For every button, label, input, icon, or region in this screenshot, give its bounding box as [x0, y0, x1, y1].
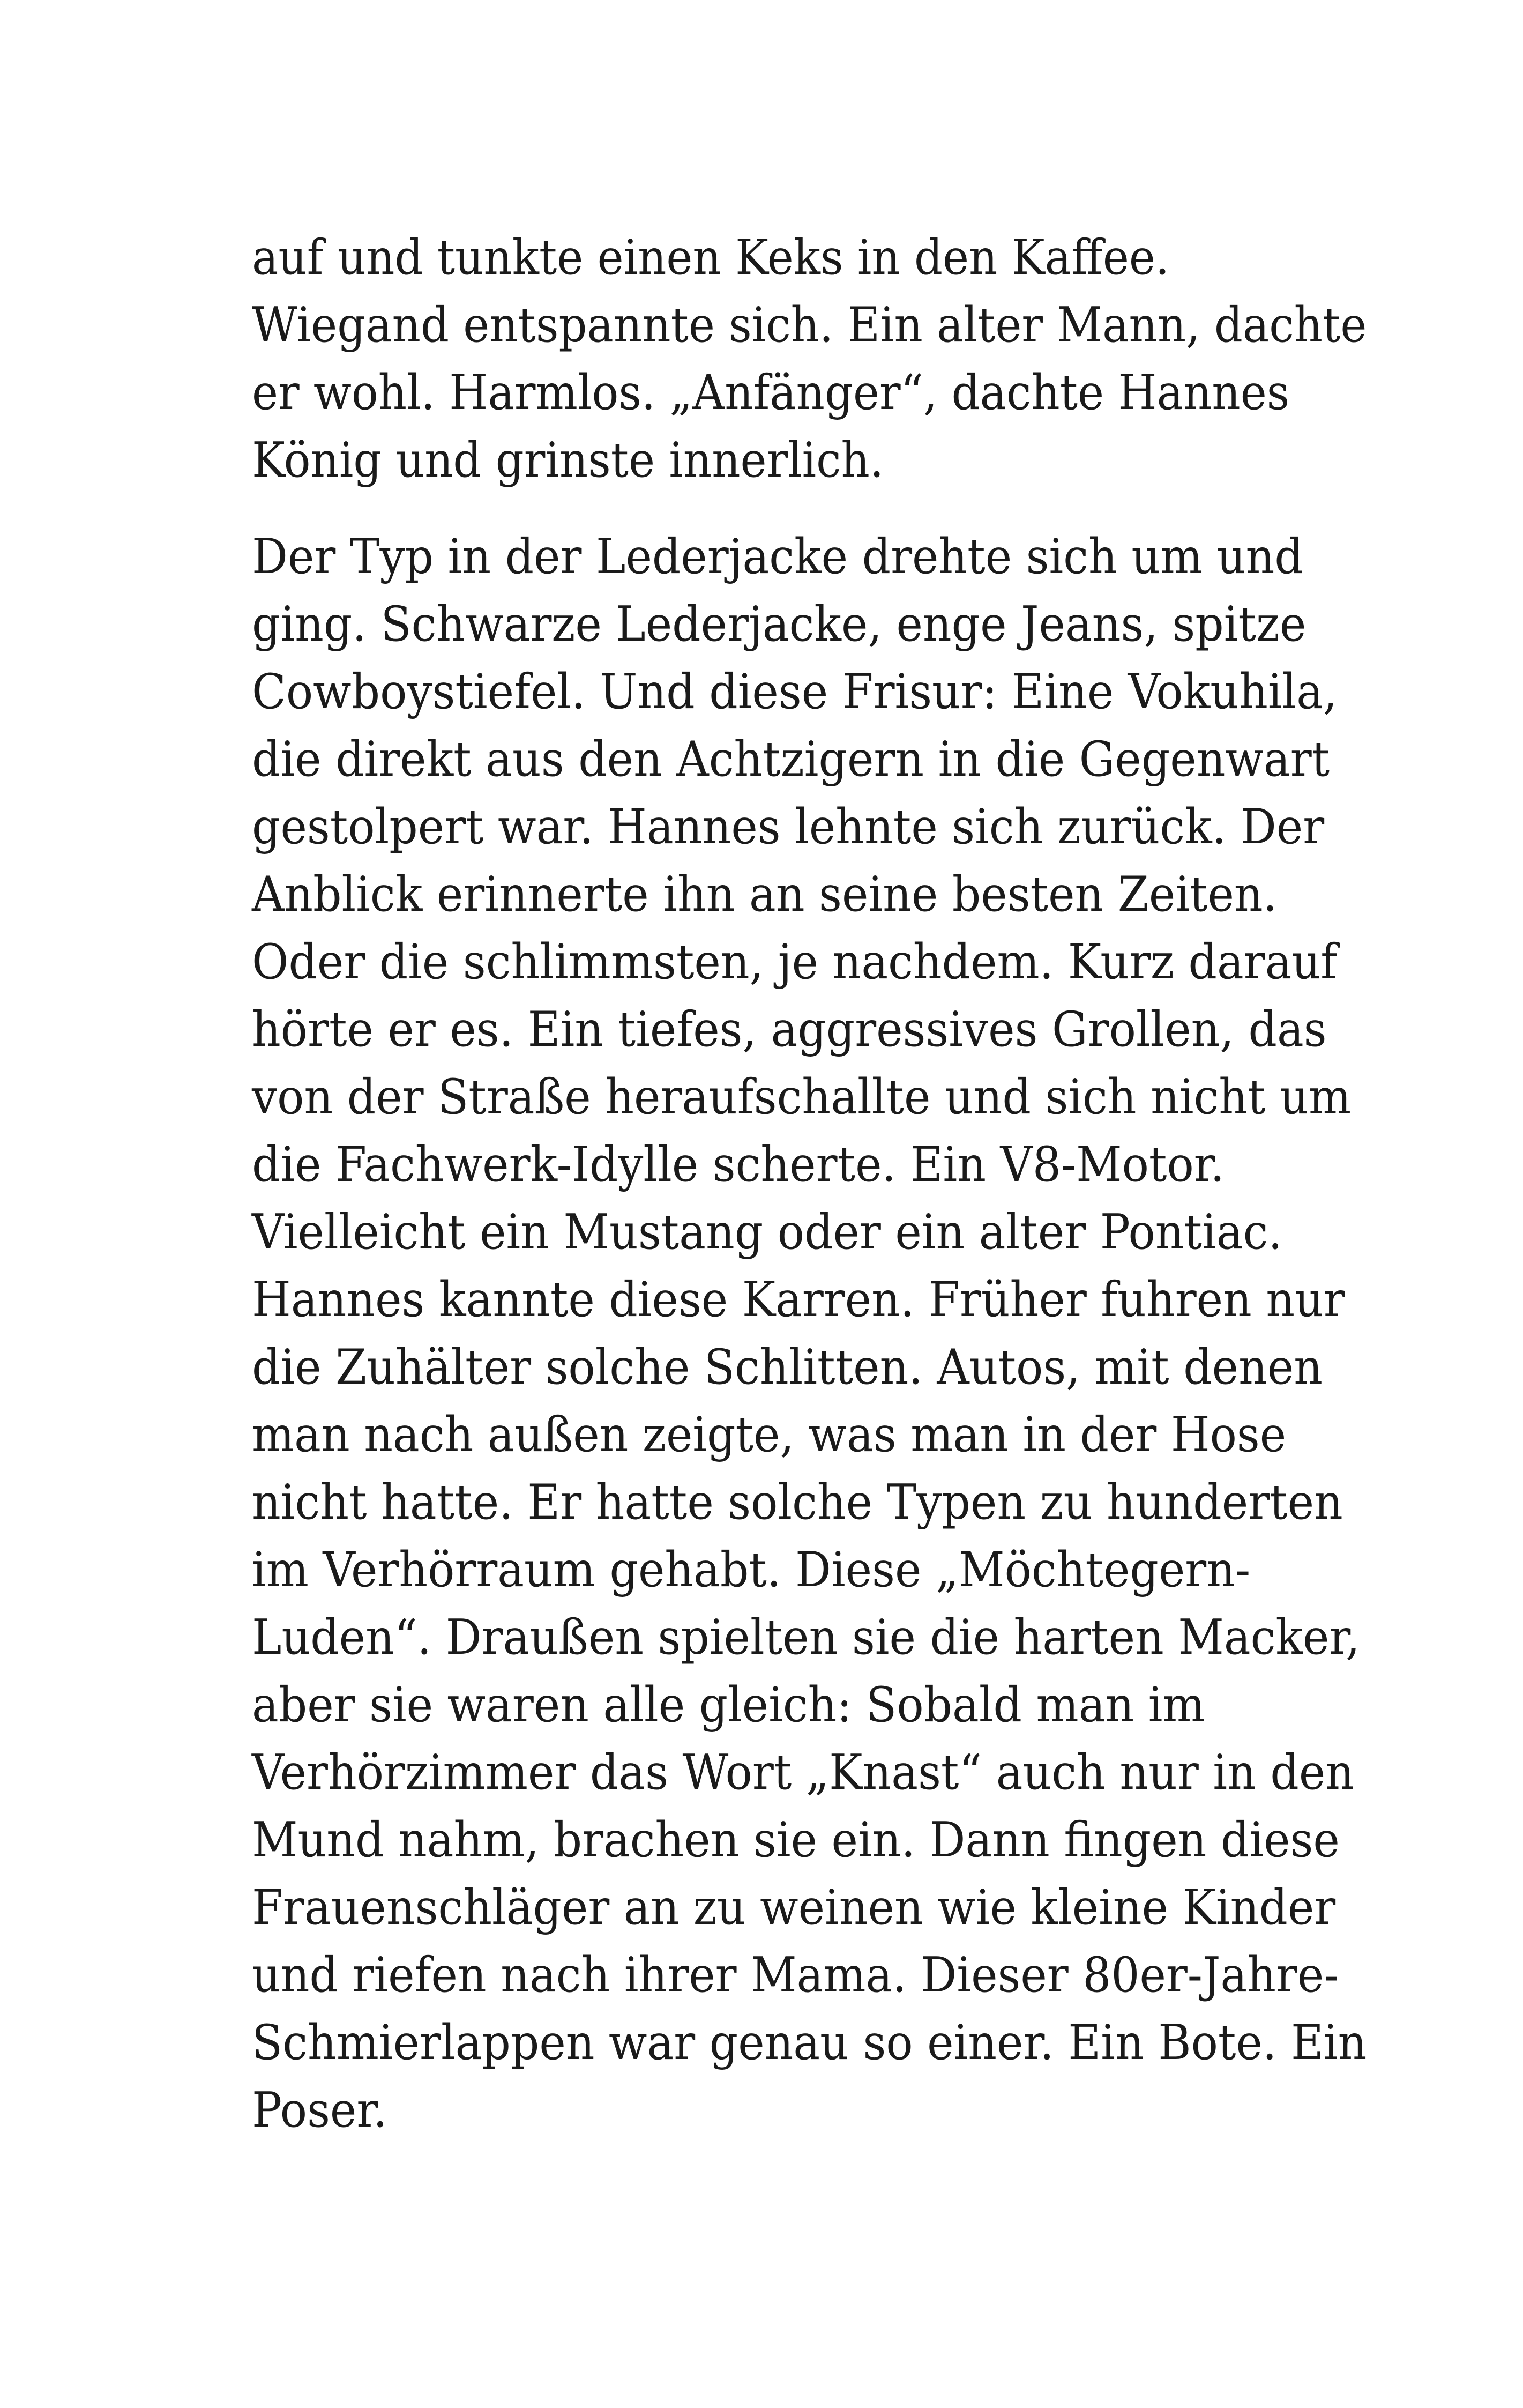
text-line: Cowboystiefel. Und diese Frisur: Eine Vokuhila,	[252, 664, 1338, 720]
text-line: Anblick erinnerte ihn an seine besten Zeiten.	[252, 866, 1278, 923]
text-line: ging. Schwarze Lederjacke, enge Jeans, spitze	[252, 596, 1307, 652]
text-line: von der Straße heraufschallte und sich nicht um	[252, 1069, 1352, 1125]
text-line: nicht hatte. Er hatte solche Typen zu hunderten	[252, 1474, 1343, 1530]
text-line: Luden“. Draußen spielten sie die harten Macker,	[252, 1609, 1360, 1666]
text-line: man nach außen zeigte, was man in der Hose	[252, 1407, 1287, 1463]
text-line: auf und tunkte einen Keks in den Kaffee.	[252, 229, 1170, 286]
text-line: Poser.	[252, 2082, 387, 2138]
text-line: Schmierlappen war genau so einer. Ein Bote. Ein	[252, 2015, 1367, 2071]
text-line: die direkt aus den Achtzigern in die Gegenwart	[252, 731, 1330, 787]
text-line: Der Typ in der Lederjacke drehte sich um und	[252, 529, 1303, 585]
text-line: Mund nahm, brachen sie ein. Dann fingen diese	[252, 1812, 1340, 1868]
text-line: die Zuhälter solche Schlitten. Autos, mit denen	[252, 1339, 1323, 1395]
text-line: Verhörzimmer das Wort „Knast“ auch nur in den	[252, 1744, 1355, 1801]
text-line: und riefen nach ihrer Mama. Dieser 80er-Jahre-	[252, 1947, 1339, 2003]
paragraph-1	[252, 224, 1463, 494]
text-line: hörte er es. Ein tiefes, aggressives Grollen, das	[252, 1001, 1327, 1058]
text-line: aber sie waren alle gleich: Sobald man im	[252, 1677, 1205, 1733]
text-line: Wiegand entspannte sich. Ein alter Mann, dachte	[252, 297, 1367, 353]
paragraph-2	[252, 523, 1453, 2144]
text-line: Hannes kannte diese Karren. Früher fuhren nur	[252, 1272, 1345, 1328]
text-line: die Fachwerk-Idylle scherte. Ein V8-Motor.	[252, 1136, 1225, 1193]
text-line: Oder die schlimmsten, je nachdem. Kurz darauf	[252, 934, 1338, 990]
text-line: im Verhörraum gehabt. Diese „Möchtegern-	[252, 1542, 1251, 1598]
text-line: Vielleicht ein Mustang oder ein alter Pontiac.	[252, 1204, 1282, 1260]
text-line: König und grinste innerlich.	[252, 432, 884, 488]
text-line: Frauenschläger an zu weinen wie kleine Kinder	[252, 1879, 1336, 1936]
text-line: er wohl. Harmlos. „Anfänger“, dachte Hannes	[252, 365, 1290, 421]
text-line: gestolpert war. Hannes lehnte sich zurück. Der	[252, 799, 1325, 855]
